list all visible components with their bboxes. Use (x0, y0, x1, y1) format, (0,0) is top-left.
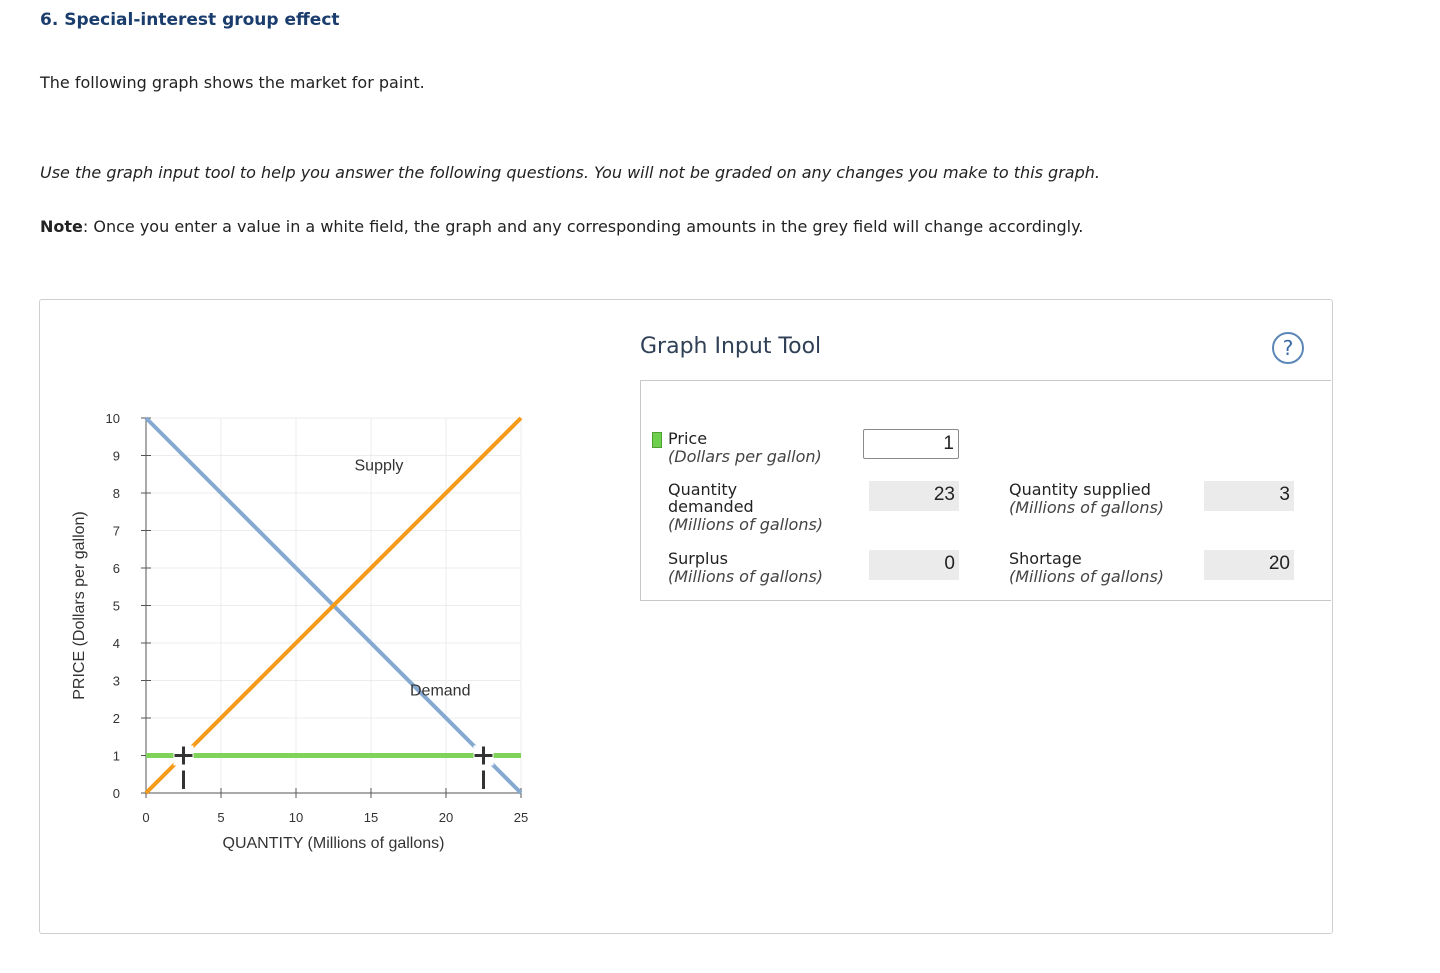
shortage-label (1009, 550, 1164, 586)
graph-input-tool-box (640, 380, 1331, 601)
note-body: : Once you enter a value in a white field, the graph and any corresponding amounts in the grey field will change accordingly. (82, 217, 1084, 236)
price-label-unit: (Dollars per gallon) (668, 447, 822, 466)
price-label-main: Price (668, 429, 708, 448)
price-swatch-icon (652, 432, 662, 448)
surplus-label (668, 550, 823, 586)
x-tick-label: 0 (142, 810, 150, 825)
y-tick-label: 0 (112, 786, 120, 801)
qs-label-main: Quantity supplied (1009, 480, 1151, 499)
y-tick-label: 3 (112, 673, 120, 689)
surplus-label-unit: (Millions of gallons) (668, 567, 824, 586)
x-tick-label: 20 (438, 810, 454, 825)
x-tick-label: 10 (288, 810, 304, 825)
qd-label-unit: (Millions of gallons) (668, 515, 824, 534)
x-tick-label: 15 (363, 810, 379, 825)
graph-input-tool-title: Graph Input Tool (640, 334, 822, 359)
shortage-value: 20 (1204, 550, 1294, 580)
quantity-supplied-value: 3 (1204, 481, 1294, 511)
x-tick-label: 5 (217, 810, 225, 825)
surplus-label-main: Surplus (668, 549, 728, 568)
note-label: Note (40, 217, 83, 236)
y-tick-label: 6 (112, 561, 120, 576)
y-tick-label: 10 (105, 411, 120, 426)
y-tick-label: 5 (112, 598, 120, 614)
y-tick-label: 4 (112, 636, 120, 651)
qd-label-line1: Quantity (668, 480, 738, 499)
supply-label: Supply (354, 457, 404, 475)
x-axis-title: QUANTITY (Millions of gallons) (222, 835, 445, 852)
y-tick-label: 1 (112, 748, 120, 764)
question-title: 6. Special-interest group effect (40, 10, 340, 30)
quantity-demanded-value: 23 (869, 481, 959, 511)
graph-panel (39, 299, 1333, 934)
y-tick-label: 7 (112, 523, 120, 539)
shortage-label-unit: (Millions of gallons) (1009, 567, 1165, 586)
y-tick-label: 9 (112, 448, 120, 464)
quantity-supplied-label (1009, 481, 1164, 517)
x-tick-label: 25 (513, 810, 529, 825)
shortage-label-main: Shortage (1009, 549, 1082, 568)
quantity-demanded-label (668, 481, 823, 533)
surplus-value: 0 (869, 550, 959, 580)
y-tick-label: 2 (112, 711, 120, 726)
y-axis-title: PRICE (Dollars per gallon) (71, 511, 88, 700)
y-tick-label: 8 (112, 486, 120, 501)
question-mark-icon[interactable]: ? (1272, 332, 1304, 364)
note-text (40, 217, 1083, 236)
qd-label-line2: demanded (668, 497, 754, 516)
qs-label-unit: (Millions of gallons) (1009, 498, 1165, 517)
intro-text: The following graph shows the market for paint. (40, 73, 425, 92)
price-input[interactable]: 1 (863, 429, 959, 459)
price-label (668, 430, 822, 466)
demand-label: Demand (410, 682, 471, 700)
market-chart[interactable] (40, 300, 600, 900)
instruction-text: Use the graph input tool to help you answer the following questions. You will not be graded on any changes you make to this graph. (40, 163, 1100, 182)
